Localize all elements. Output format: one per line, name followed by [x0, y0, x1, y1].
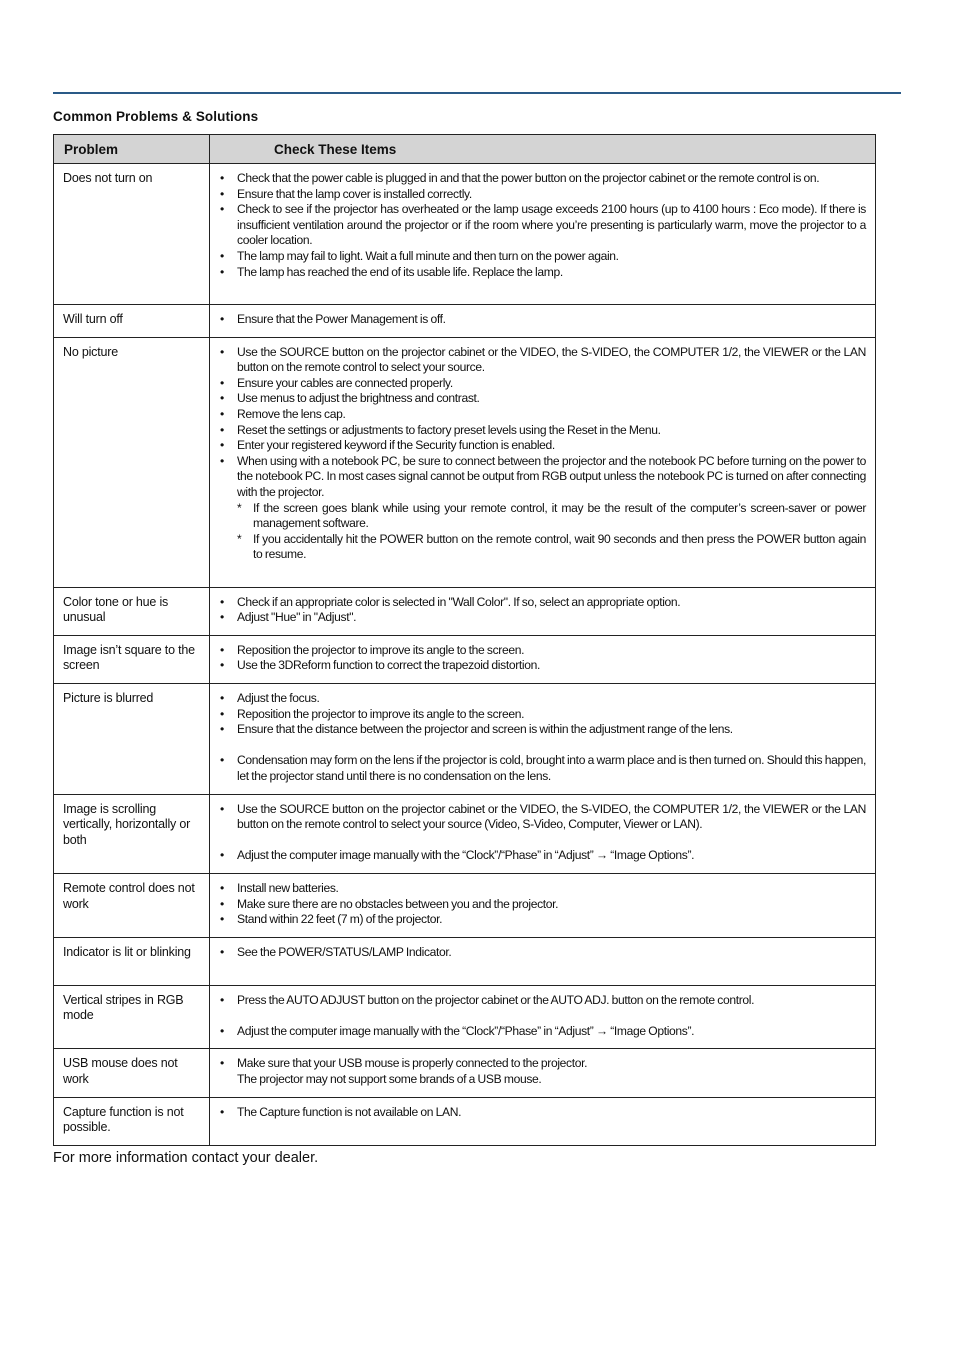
- check-item: • Adjust the focus.: [220, 691, 866, 707]
- check-item: • Condensation may form on the lens if the projector is cold, brought into a warm place and is then turned on. Should this happen, let the projector stand until there is no condensation on the lens.: [220, 753, 866, 784]
- check-items-cell: [210, 794, 876, 873]
- header-check-items: Check These Items: [210, 135, 876, 164]
- problem-cell: [54, 587, 210, 635]
- footer-note: For more information contact your dealer.: [53, 1150, 319, 1166]
- problem-text: Vertical stripes in RGB mode: [63, 992, 184, 1023]
- check-item: • Adjust "Hue" in "Adjust".: [220, 610, 866, 626]
- problem-text: Color tone or hue is unusual: [63, 594, 169, 625]
- check-items-cell: [210, 873, 876, 937]
- problem-text: USB mouse does not work: [63, 1056, 178, 1087]
- table-row: [54, 587, 876, 635]
- check-items-cell: [210, 305, 876, 338]
- table-row: [54, 1097, 876, 1145]
- check-item: • Ensure your cables are connected properly.: [220, 376, 866, 392]
- problem-text: Picture is blurred: [63, 690, 154, 705]
- check-items-cell: [210, 635, 876, 683]
- table-row: [54, 164, 876, 305]
- check-item: • Stand within 22 feet (7 m) of the projector.: [220, 912, 866, 928]
- check-item: • Ensure that the distance between the projector and screen is within the adjustment range of the lens.: [220, 722, 866, 738]
- problem-text: Image is scrolling vertically, horizontally or both: [63, 801, 191, 847]
- problem-cell: [54, 635, 210, 683]
- problem-text: Indicator is lit or blinking: [63, 944, 191, 959]
- check-item: • Check that the power cable is plugged in and that the power button on the projector cabinet or the remote control is on.: [220, 171, 866, 187]
- check-item: • Check if an appropriate color is selected in "Wall Color". If so, select an appropriate option.: [220, 595, 866, 611]
- header-problem: Problem: [54, 135, 210, 164]
- problem-cell: [54, 164, 210, 305]
- check-items-list: [220, 1056, 866, 1087]
- check-items-list: [220, 1105, 866, 1121]
- check-item: • Make sure there are no obstacles between you and the projector.: [220, 897, 866, 913]
- section-title: Common Problems & Solutions: [53, 109, 259, 124]
- check-items-list: [220, 171, 866, 280]
- check-item: • Use the SOURCE button on the projector cabinet or the VIDEO, the S-VIDEO, the COMPUTER 1/2, the VIEWER or the LAN button on the remote control to select your source.: [220, 345, 866, 376]
- check-item: • Adjust the computer image manually with the “Clock”/“Phase” in “Adjust” → “Image Options”.: [220, 848, 866, 864]
- problem-cell: [54, 794, 210, 873]
- check-item: • The lamp may fail to light. Wait a full minute and then turn on the power again.: [220, 249, 866, 265]
- check-items-cell: [210, 1097, 876, 1145]
- check-item: • Use menus to adjust the brightness and contrast.: [220, 391, 866, 407]
- check-item: • The lamp has reached the end of its usable life. Replace the lamp.: [220, 265, 866, 281]
- problem-cell: [54, 1049, 210, 1097]
- check-items-list: [220, 691, 866, 785]
- table-row: [54, 937, 876, 985]
- table-body: [54, 164, 876, 1146]
- problem-cell: [54, 683, 210, 794]
- note-list: [237, 501, 866, 563]
- table-row: [54, 1049, 876, 1097]
- check-items-list: [220, 802, 866, 864]
- problem-text: Does not turn on: [63, 171, 153, 185]
- table-header-row: [54, 135, 876, 164]
- check-items-cell: [210, 937, 876, 985]
- top-rule: [53, 92, 901, 94]
- problem-cell: [54, 937, 210, 985]
- check-items-list: [220, 312, 866, 328]
- check-items-cell: [210, 1049, 876, 1097]
- check-item: • Adjust the computer image manually with the “Clock”/“Phase” in “Adjust” → “Image Options”.: [220, 1024, 866, 1040]
- check-item: • Ensure that the lamp cover is installed correctly.: [220, 187, 866, 203]
- table-row: [54, 683, 876, 794]
- problem-text: Remote control does not work: [63, 880, 195, 911]
- check-item: • See the POWER/STATUS/LAMP Indicator.: [220, 945, 866, 961]
- check-item: • Reposition the projector to improve its angle to the screen.: [220, 707, 866, 723]
- problem-text: Capture function is not possible.: [63, 1104, 184, 1135]
- check-items-cell: [210, 337, 876, 587]
- check-item: • The Capture function is not available on LAN.: [220, 1105, 866, 1121]
- check-items-list: [220, 993, 866, 1040]
- check-items-cell: [210, 985, 876, 1049]
- check-item: • Remove the lens cap.: [220, 407, 866, 423]
- check-items-list: [220, 643, 866, 674]
- check-item: • Ensure that the Power Management is off.: [220, 312, 866, 328]
- table-row: [54, 985, 876, 1049]
- check-item: • Reset the settings or adjustments to factory preset levels using the Reset in the Menu.: [220, 423, 866, 439]
- problem-cell: [54, 985, 210, 1049]
- check-items-cell: [210, 683, 876, 794]
- table-row: [54, 873, 876, 937]
- problem-cell: [54, 873, 210, 937]
- note-item: * If the screen goes blank while using your remote control, it may be the result of the computer’s screen-saver or power management software.: [237, 501, 866, 532]
- troubleshooting-table: [53, 134, 876, 1146]
- table-row: [54, 305, 876, 338]
- check-items-list: [220, 345, 866, 501]
- check-items-list: [220, 945, 866, 961]
- problem-cell: [54, 337, 210, 587]
- check-item: • Install new batteries.: [220, 881, 866, 897]
- check-item: • When using with a notebook PC, be sure to connect between the projector and the notebook PC before turning on the power to the notebook PC. In most cases signal cannot be output from RGB output unless the notebook PC is turned on after connecting with the projector.: [220, 454, 866, 501]
- problem-cell: [54, 1097, 210, 1145]
- check-items-list: [220, 595, 866, 626]
- problem-text: No picture: [63, 344, 118, 359]
- check-item: • Use the 3DReform function to correct the trapezoid distortion.: [220, 658, 866, 674]
- problem-text: Will turn off: [63, 312, 123, 326]
- note-item: * If you accidentally hit the POWER button on the remote control, wait 90 seconds and then press the POWER button again to resume.: [237, 532, 866, 563]
- check-item: • Press the AUTO ADJUST button on the projector cabinet or the AUTO ADJ. button on the remote control.: [220, 993, 866, 1009]
- table-row: [54, 794, 876, 873]
- check-items-cell: [210, 587, 876, 635]
- check-item: • Use the SOURCE button on the projector cabinet or the VIDEO, the S-VIDEO, the COMPUTER 1/2, the VIEWER or the LAN button on the remote control to select your source (Video, S-Video, Computer, Viewer or LAN).: [220, 802, 866, 833]
- check-item: • Reposition the projector to improve its angle to the screen.: [220, 643, 866, 659]
- check-items-cell: [210, 164, 876, 305]
- check-item: • Make sure that your USB mouse is properly connected to the projector. The projector may not support some brands of a USB mouse.: [220, 1056, 866, 1087]
- problem-cell: [54, 305, 210, 338]
- check-item: • Enter your registered keyword if the Security function is enabled.: [220, 438, 866, 454]
- table-row: [54, 337, 876, 587]
- table-row: [54, 635, 876, 683]
- check-item: • Check to see if the projector has overheated or the lamp usage exceeds 2100 hours (up to 4100 hours : Eco mode). If there is insufficient ventilation around the projector or if the room where you’re presenting is particularly warm, move the projector to a cooler location.: [220, 202, 866, 249]
- problem-text: Image isn’t square to the screen: [63, 642, 195, 673]
- check-items-list: [220, 881, 866, 928]
